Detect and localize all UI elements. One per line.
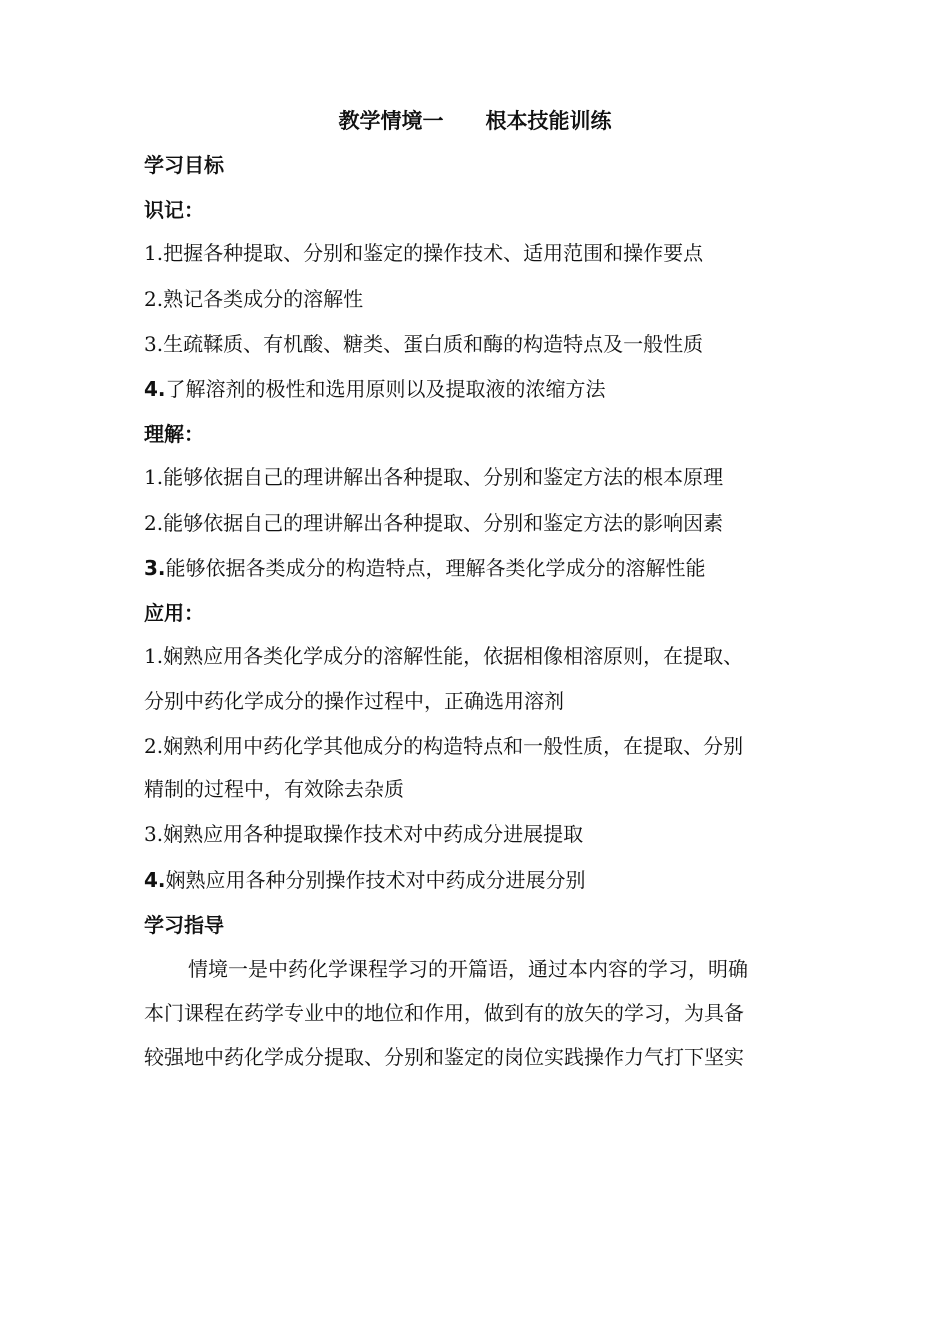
guidance-paragraph-line-2: 本门课程在药学专业中的地位和作用，做到有的放矢的学习，为具备	[144, 1001, 744, 1025]
apply-item-3: 3.娴熟应用各种提取操作技术对中药成分进展提取	[144, 822, 584, 846]
page-title	[0, 106, 950, 136]
memorize-item-4: 4.了解溶剂的极性和选用原则以及提取液的浓缩方法	[144, 377, 606, 401]
apply-heading: 应用：	[144, 601, 204, 625]
understand-item-2: 2.能够依据自己的理讲解出各种提取、分别和鉴定方法的影响因素	[144, 511, 724, 535]
memorize-item-2: 2.熟记各类成分的溶解性	[144, 287, 364, 311]
understand-heading: 理解：	[144, 422, 204, 446]
apply-item-1-line-1: 1.娴熟应用各类化学成分的溶解性能，依据相像相溶原则，在提取、	[144, 644, 744, 668]
guidance-paragraph-line-1: 情境一是中药化学课程学习的开篇语，通过本内容的学习，明确	[188, 957, 748, 981]
guidance-paragraph-line-3: 较强地中药化学成分提取、分别和鉴定的岗位实践操作力气打下坚实	[144, 1045, 744, 1069]
memorize-item-3: 3.生疏鞣质、有机酸、糖类、蛋白质和酶的构造特点及一般性质	[144, 332, 704, 356]
apply-item-2-line-2: 精制的过程中，有效除去杂质	[144, 777, 404, 801]
apply-item-4: 4.娴熟应用各种分别操作技术对中药成分进展分别	[144, 868, 586, 892]
apply-item-2-line-1: 2.娴熟利用中药化学其他成分的构造特点和一般性质，在提取、分别	[144, 734, 744, 758]
memorize-heading: 识记：	[144, 198, 204, 222]
understand-item-1: 1.能够依据自己的理讲解出各种提取、分别和鉴定方法的根本原理	[144, 465, 724, 489]
title-part-2: 根本技能训练	[485, 109, 612, 133]
learning-goals-heading: 学习目标	[144, 153, 224, 177]
understand-item-3: 3.能够依据各类成分的构造特点，理解各类化学成分的溶解性能	[144, 556, 706, 580]
title-part-1: 教学情境一	[338, 109, 444, 133]
guidance-heading: 学习指导	[144, 913, 224, 937]
apply-item-1-line-2: 分别中药化学成分的操作过程中，正确选用溶剂	[144, 689, 564, 713]
memorize-item-1: 1.把握各种提取、分别和鉴定的操作技术、适用范围和操作要点	[144, 241, 704, 265]
